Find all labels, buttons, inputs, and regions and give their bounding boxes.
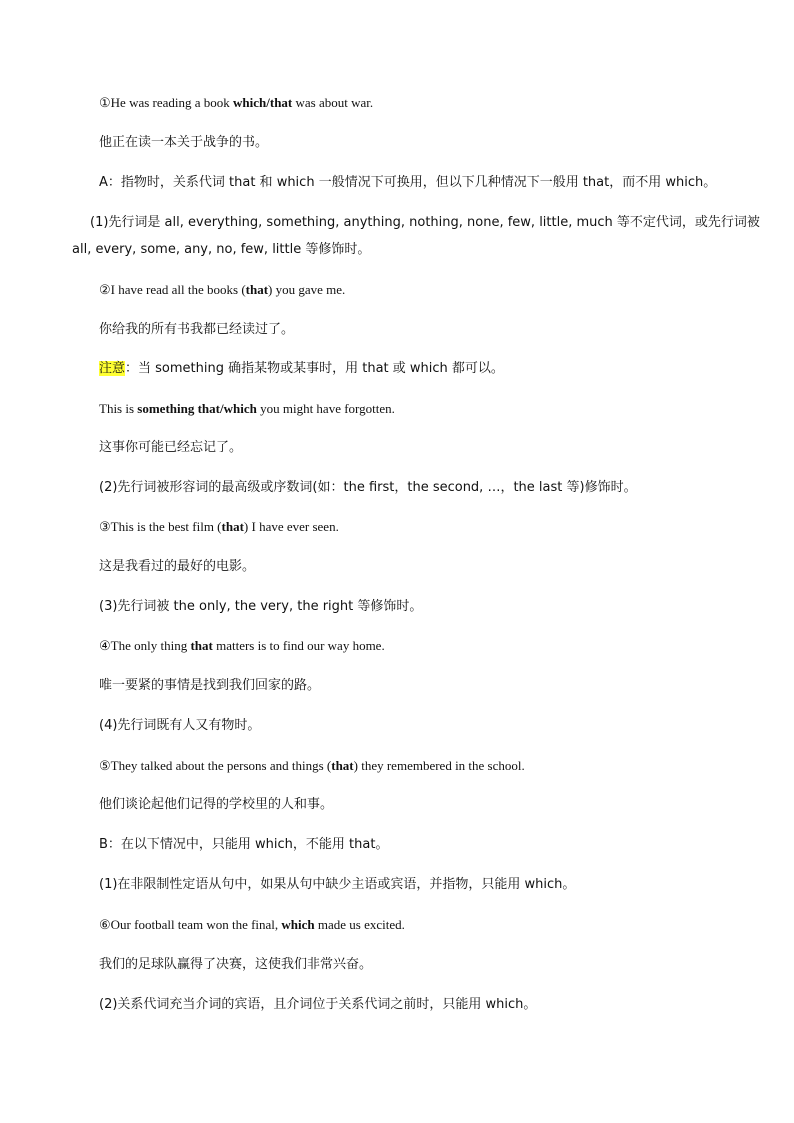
example-sentence-2: ②I have read all the books (that) you gave me.	[99, 282, 346, 297]
rule-4: (4)先行词既有人又有物时。	[99, 718, 261, 733]
rule-b-heading: B：在以下情况中，只能用 which，不能用 that。	[99, 837, 389, 852]
rule-1-line-1: (1)先行词是 all, everything, something, anything, nothing, none, few, little, much 等不定代词，或先行词被	[90, 215, 760, 230]
rule-3: (3)先行词被 the only, the very, the right 等修饰时。	[99, 599, 423, 614]
translation-1: 他正在读一本关于战争的书。	[99, 135, 269, 150]
translation-6: 我们的足球队赢得了决赛，这使我们非常兴奋。	[99, 957, 373, 972]
note-label-highlight: 注意	[99, 361, 126, 376]
translation-2: 你给我的所有书我都已经读过了。	[99, 322, 295, 337]
relative-pronoun: that	[221, 519, 244, 534]
translation-3: 这是我看过的最好的电影。	[99, 559, 256, 574]
rule-b-2: (2)关系代词充当介词的宾语，且介词位于关系代词之前时，只能用 which。	[99, 997, 537, 1012]
example-sentence-6: ⑥Our football team won the final, which made us excited.	[99, 917, 405, 932]
relative-pronoun: that	[331, 758, 354, 773]
translation-5: 他们谈论起他们记得的学校里的人和事。	[99, 797, 334, 812]
example-sentence-4: ④The only thing that matters is to find our way home.	[99, 638, 385, 653]
relative-pronoun: that	[245, 282, 269, 297]
rule-a-heading: A：指物时，关系代词 that 和 which 一般情况下可换用，但以下几种情况下一般用 that，而不用 which。	[99, 175, 717, 190]
example-sentence-5: ⑤They talked about the persons and things (that) they remembered in the school.	[99, 758, 525, 773]
rule-1-line-2: all, every, some, any, no, few, little 等修饰时。	[72, 242, 371, 257]
relative-pronoun: that	[190, 638, 213, 653]
note-line: 注意：当 something 确指某物或某事时，用 that 或 which 都可以。	[99, 361, 504, 376]
relative-pronoun: something that/which	[137, 401, 257, 416]
example-sentence-3: ③This is the best film (that) I have ever seen.	[99, 519, 339, 534]
relative-pronoun: which/that	[233, 95, 293, 110]
example-sentence-1: ①He was reading a book which/that was about war.	[99, 95, 374, 110]
rule-b-1: (1)在非限制性定语从句中，如果从句中缺少主语或宾语，并指物，只能用 which。	[99, 877, 576, 892]
example-sentence-note: This is something that/which you might have forgotten.	[99, 401, 395, 416]
translation-4: 唯一要紧的事情是找到我们回家的路。	[99, 678, 321, 693]
rule-2: (2)先行词被形容词的最高级或序数词(如：the first，the second, …，the last 等)修饰时。	[99, 480, 637, 495]
translation-note: 这事你可能已经忘记了。	[99, 440, 243, 455]
relative-pronoun: which	[281, 917, 315, 932]
